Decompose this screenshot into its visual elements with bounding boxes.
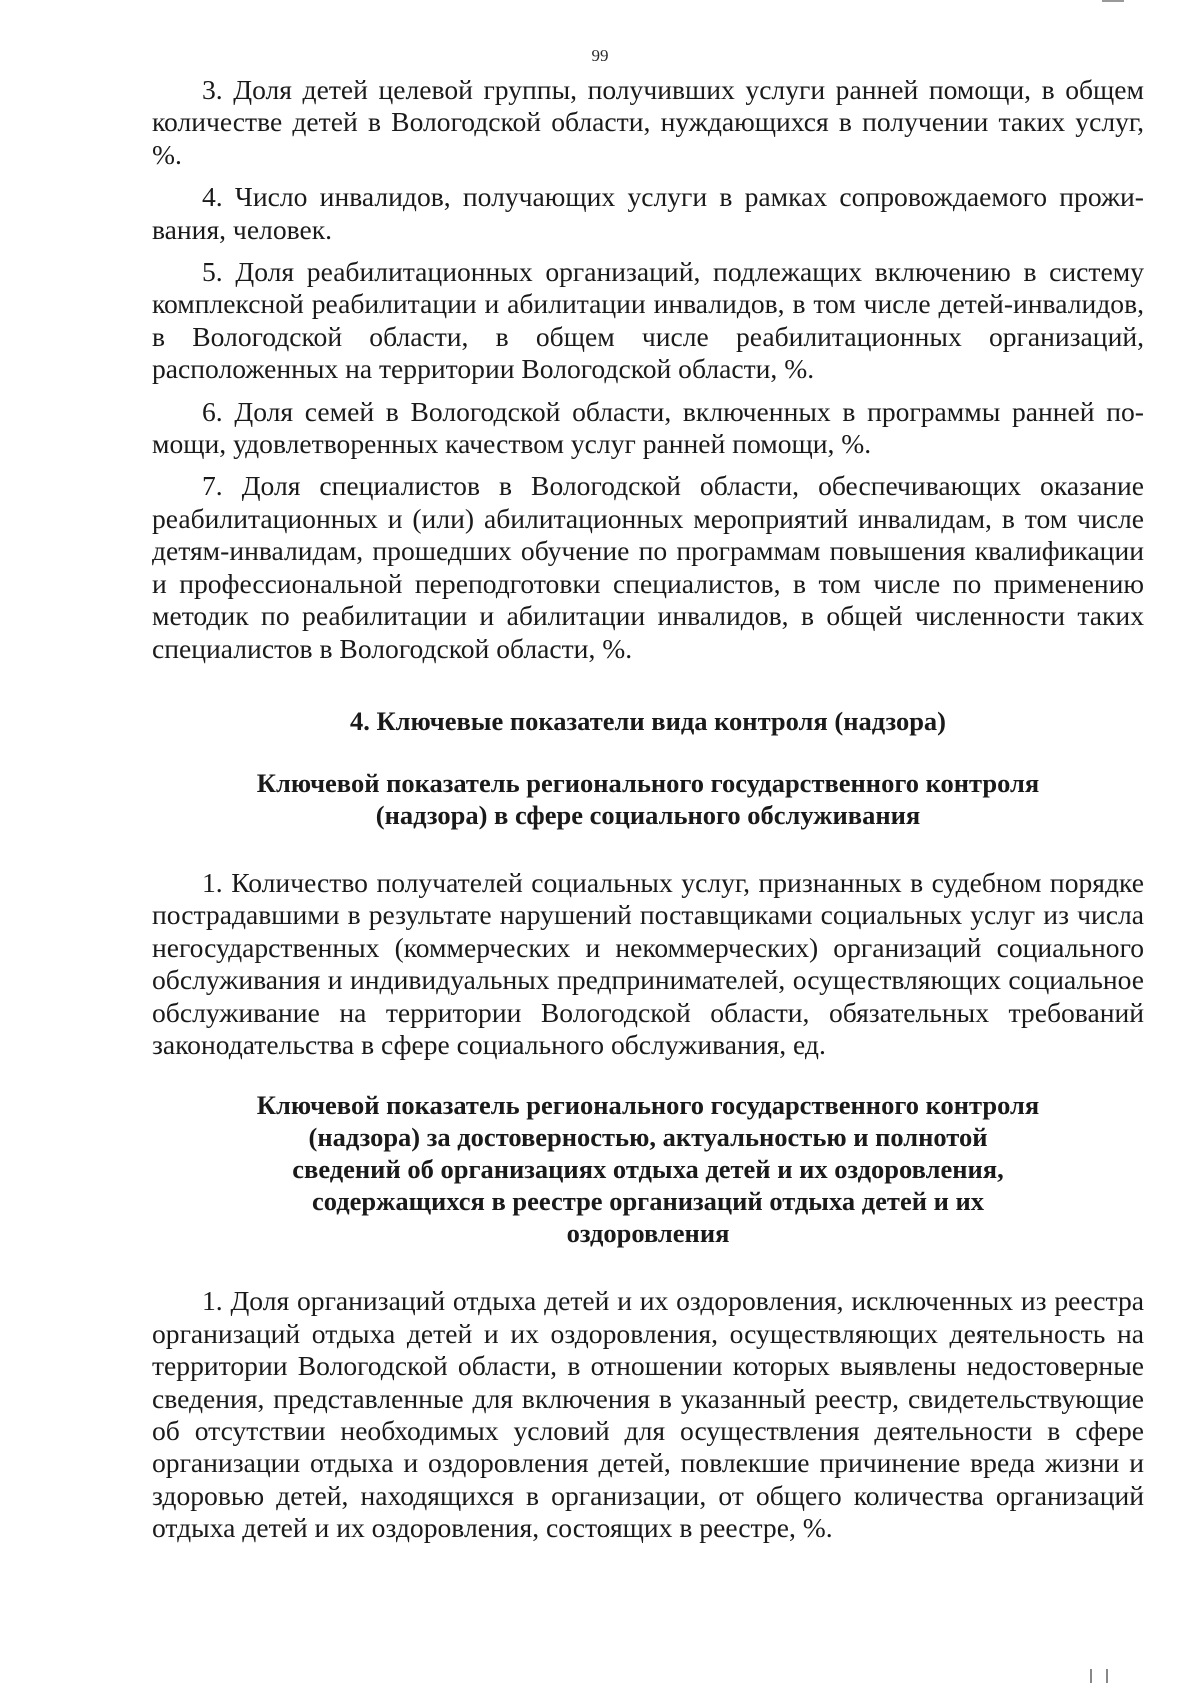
subsection-2-paragraph-1: 1. Доля организаций отдыха детей и их оздоровления, исключенных из реестра организаций отдыха детей и их оздоровления, осуществляющих деятельность на территории Вологодской области, в отношении которых выявлены недостоверные сведения, представленные для включения в указанный реестр, свидетельствующие об отсутствии необходимых условий для осуществления деятельности в сфере организации отдыха и оздоровления детей, повлекшие причинение вреда жизни и здоровью детей, находящихся в организации, от общего количества организаций отдыха детей и их оздоровления, состоящих в реестре, %. (152, 1285, 1144, 1544)
paragraph-3: 3. Доля детей целевой группы, получивших услуги ранней помощи, в общем количестве детей в Вологодской области, нуждающихся в получении таких услуг, %. (152, 74, 1144, 170)
subsection-1-title-line-1: Ключевой показатель регионального государственного контроля (256, 767, 1040, 798)
subsection-2-title-line-1: Ключевой показатель регионального государственного контроля (256, 1090, 1040, 1121)
subsection-1-title (152, 767, 1144, 831)
subsection-1-title-line-2: (надзора) в сфере социального обслуживания (375, 799, 921, 830)
paragraph-6: 6. Доля семей в Вологодской области, включенных в программы ранней помощи, удовлетворенных качеством услуг ранней помощи, %. (152, 395, 1144, 460)
scan-edge-mark (1102, 0, 1124, 5)
section-4-title: 4. Ключевые показатели вида контроля (надзора) (349, 705, 947, 736)
page-number: 99 (591, 46, 609, 65)
scan-edge-mark-bottom (1090, 1669, 1108, 1683)
subsection-1-paragraph-1: 1. Количество получателей социальных услуг, признанных в судебном порядке пострадавшими в результате нарушений поставщиками социальных услуг из числа негосударственных (коммерческих и некоммерческих) организаций социального обслуживания и индивидуальных предпринимателей, осуществляющих социальное обслуживание на территории Вологодской области, обязательных требований законодательства в сфере социального обслуживания, ед. (152, 866, 1144, 1060)
subsection-2-title-line-4: содержащихся в реестре организаций отдыха детей и их (311, 1186, 985, 1217)
page-content (152, 74, 1144, 1555)
subsection-2-title-line-2: (надзора) за достоверностью, актуальностью и полнотой (308, 1122, 988, 1153)
paragraph-7: 7. Доля специалистов в Вологодской области, обеспечивающих оказание реабилитационных и (или) абилитационных мероприятий инвалидам, в том числе детям-инвалидам, прошедших обучение по программам повышения квалификации и профессиональной переподготовки специалистов, в том числе по применению методик по реабилитации и абилитации инвалидов, в общей численности таких специалистов в Вологодской области, %. (152, 470, 1144, 664)
subsection-2-title-line-3: сведений об организациях отдыха детей и их оздоровления, (292, 1154, 1004, 1185)
paragraph-5: 5. Доля реабилитационных организаций, подлежащих включению в систему комплексной реабилитации и абилитации инвалидов, в том числе детей-инвалидов, в Вологодской области, в общем числе реабилитационных организаций, расположенных на территории Вологодской области, %. (152, 256, 1144, 385)
paragraph-4: 4. Число инвалидов, получающих услуги в рамках сопровождаемого проживания, человек. (152, 181, 1144, 245)
subsection-2-title (152, 1089, 1144, 1249)
subsection-2-title-line-5: оздоровления (566, 1218, 730, 1249)
